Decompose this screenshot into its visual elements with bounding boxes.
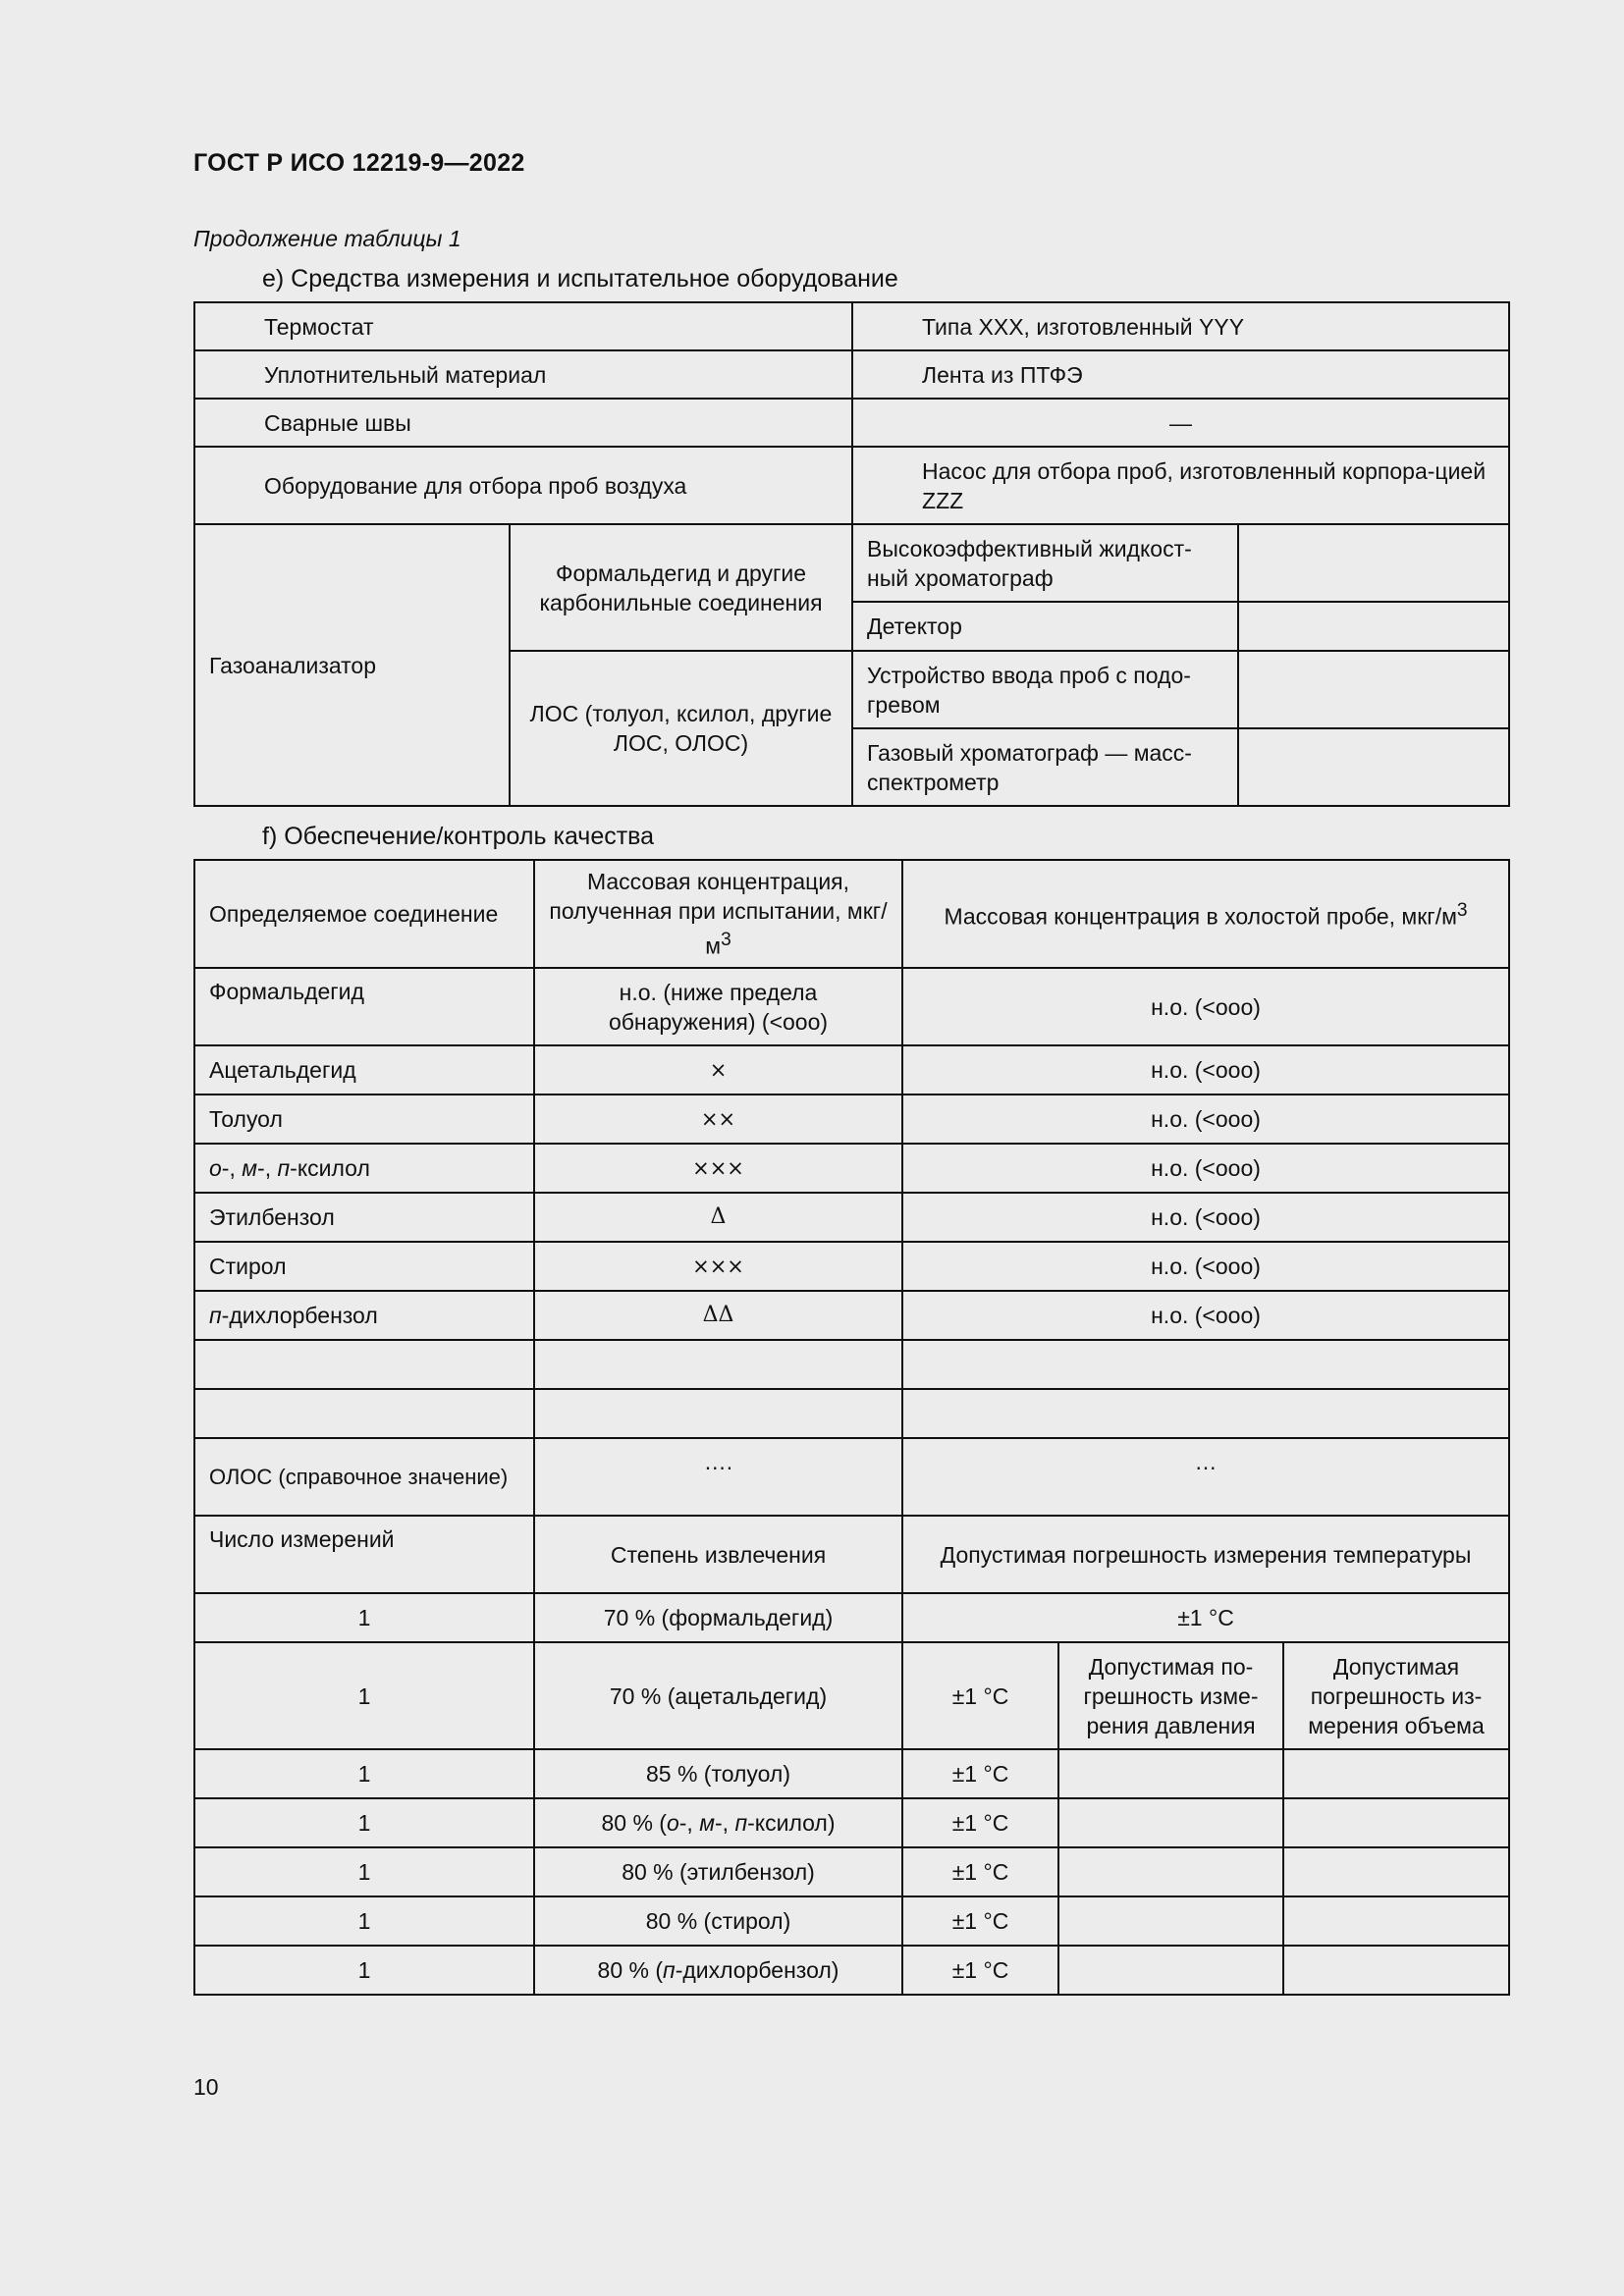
equipment-table xyxy=(193,301,1510,807)
equipment-value: Лента из ПТФЭ xyxy=(852,350,1509,399)
table-row xyxy=(194,1291,1509,1340)
recovery-value: 70 % (ацетальдегид) xyxy=(534,1642,902,1749)
table-row xyxy=(194,1389,1509,1438)
empty-cell xyxy=(1058,1847,1283,1896)
table-row xyxy=(194,1144,1509,1193)
page-number: 10 xyxy=(193,2074,219,2100)
temperature-error: ±1 °C xyxy=(902,1749,1058,1798)
test-concentration: ××× xyxy=(534,1242,902,1291)
empty-cell xyxy=(1058,1749,1283,1798)
table-row xyxy=(194,447,1509,524)
test-concentration: …. xyxy=(534,1438,902,1516)
test-concentration: Δ xyxy=(534,1193,902,1242)
table-row xyxy=(194,302,1509,350)
analyzer-device: Устройство ввода проб с подо-гревом xyxy=(852,651,1238,728)
temperature-error: ±1 °C xyxy=(902,1946,1058,1995)
temperature-error: ±1 °C xyxy=(902,1593,1509,1642)
header-blank-concentration: Массовая концентрация в холостой пробе, мкг/$м^3$ xyxy=(902,860,1509,968)
empty-cell xyxy=(1238,728,1509,806)
empty-cell xyxy=(194,1389,534,1438)
table-row xyxy=(194,399,1509,447)
blank-concentration: н.о. (<ooo) xyxy=(902,1144,1509,1193)
equipment-value: — xyxy=(852,399,1509,447)
test-concentration: н.о. (ниже предела обнаружения) (<ooo) xyxy=(534,968,902,1045)
blank-concentration: н.о. (<ooo) xyxy=(902,1242,1509,1291)
section-f-heading: f) Обеспечение/контроль качества xyxy=(262,823,655,850)
empty-cell xyxy=(1238,602,1509,651)
table-continuation-caption: Продолжение таблицы 1 xyxy=(193,226,461,251)
measurement-count: 1 xyxy=(194,1642,534,1749)
test-concentration: ××× xyxy=(534,1144,902,1193)
compound-name: ОЛОС (справочное значение) xyxy=(194,1438,534,1516)
compound-name: о-, м-, п-ксилол xyxy=(194,1144,534,1193)
table-row xyxy=(194,1847,1509,1896)
table-row xyxy=(194,1749,1509,1798)
blank-concentration: н.о. (<ooo) xyxy=(902,1095,1509,1144)
analyzer-label: Газоанализатор xyxy=(194,524,510,806)
quality-control-table xyxy=(193,859,1510,1996)
header-pressure-error: Допустимая по-грешность изме-рения давления xyxy=(1058,1642,1283,1749)
measurement-count: 1 xyxy=(194,1749,534,1798)
header-measurement-count: Число измерений xyxy=(194,1516,534,1593)
recovery-value: 80 % (о-, м-, п-ксилол) xyxy=(534,1798,902,1847)
section-e-heading: e) Средства измерения и испытательное оборудование xyxy=(262,265,898,293)
analyzer-device: Газовый хроматограф — масс-спектрометр xyxy=(852,728,1238,806)
empty-cell xyxy=(1283,1798,1509,1847)
empty-cell xyxy=(1238,524,1509,602)
compound-name: Стирол xyxy=(194,1242,534,1291)
compound-name: Толуол xyxy=(194,1095,534,1144)
table-row xyxy=(194,1045,1509,1095)
equipment-label: Уплотнительный материал xyxy=(194,350,852,399)
recovery-value: 85 % (толуол) xyxy=(534,1749,902,1798)
analyzer-group: Формальдегид и другие карбонильные соединения xyxy=(510,524,852,651)
table-row xyxy=(194,1642,1509,1749)
test-concentration: ΔΔ xyxy=(534,1291,902,1340)
table-row xyxy=(194,524,1509,602)
compound-name: Ацетальдегид xyxy=(194,1045,534,1095)
temperature-error: ±1 °C xyxy=(902,1798,1058,1847)
temperature-error: ±1 °C xyxy=(902,1642,1058,1749)
temperature-error: ±1 °C xyxy=(902,1847,1058,1896)
recovery-value: 70 % (формальдегид) xyxy=(534,1593,902,1642)
analyzer-device: Детектор xyxy=(852,602,1238,651)
measurement-count: 1 xyxy=(194,1896,534,1946)
compound-name: Формальдегид xyxy=(194,968,534,1045)
recovery-value: 80 % (стирол) xyxy=(534,1896,902,1946)
analyzer-group: ЛОС (толуол, ксилол, другие ЛОС, ОЛОС) xyxy=(510,651,852,806)
recovery-value: 80 % (п-дихлорбензол) xyxy=(534,1946,902,1995)
equipment-value: Насос для отбора проб, изготовленный корпора-цией ZZZ xyxy=(852,447,1509,524)
header-recovery: Степень извлечения xyxy=(534,1516,902,1593)
measurement-count: 1 xyxy=(194,1847,534,1896)
test-concentration: ×× xyxy=(534,1095,902,1144)
empty-cell xyxy=(1058,1896,1283,1946)
empty-cell xyxy=(902,1340,1509,1389)
table-row xyxy=(194,1095,1509,1144)
blank-concentration: … xyxy=(902,1438,1509,1516)
compound-name: Этилбензол xyxy=(194,1193,534,1242)
blank-concentration: н.о. (<ooo) xyxy=(902,1291,1509,1340)
blank-concentration: н.о. (<ooo) xyxy=(902,1193,1509,1242)
empty-cell xyxy=(1283,1749,1509,1798)
table-header-row xyxy=(194,1516,1509,1593)
equipment-value: Типа XXX, изготовленный YYY xyxy=(852,302,1509,350)
table-header-row xyxy=(194,860,1509,968)
empty-cell xyxy=(194,1340,534,1389)
empty-cell xyxy=(1058,1946,1283,1995)
test-concentration: × xyxy=(534,1045,902,1095)
blank-concentration: н.о. (<ooo) xyxy=(902,968,1509,1045)
measurement-count: 1 xyxy=(194,1946,534,1995)
measurement-count: 1 xyxy=(194,1593,534,1642)
empty-cell xyxy=(902,1389,1509,1438)
compound-name: п-дихлорбензол xyxy=(194,1291,534,1340)
table-row xyxy=(194,1896,1509,1946)
header-temperature-error: Допустимая погрешность измерения температуры xyxy=(902,1516,1509,1593)
empty-cell xyxy=(1238,651,1509,728)
table-row xyxy=(194,1946,1509,1995)
header-test-concentration: Массовая концентрация, полученная при испытании, мкг/$м^3$ xyxy=(534,860,902,968)
blank-concentration: н.о. (<ooo) xyxy=(902,1045,1509,1095)
table-row xyxy=(194,1242,1509,1291)
empty-cell xyxy=(1283,1946,1509,1995)
recovery-value: 80 % (этилбензол) xyxy=(534,1847,902,1896)
temperature-error: ±1 °C xyxy=(902,1896,1058,1946)
empty-cell xyxy=(534,1389,902,1438)
table-row xyxy=(194,1438,1509,1516)
table-row xyxy=(194,350,1509,399)
equipment-label: Оборудование для отбора проб воздуха xyxy=(194,447,852,524)
empty-cell xyxy=(1283,1896,1509,1946)
table-row xyxy=(194,1193,1509,1242)
empty-cell xyxy=(1283,1847,1509,1896)
document-code: ГОСТ Р ИСО 12219-9—2022 xyxy=(193,149,525,177)
table-row xyxy=(194,1798,1509,1847)
analyzer-device: Высокоэффективный жидкост-ный хроматограф xyxy=(852,524,1238,602)
empty-cell xyxy=(534,1340,902,1389)
measurement-count: 1 xyxy=(194,1798,534,1847)
equipment-label: Сварные швы xyxy=(194,399,852,447)
table-row xyxy=(194,1593,1509,1642)
equipment-label: Термостат xyxy=(194,302,852,350)
header-compound: Определяемое соединение xyxy=(194,860,534,968)
header-volume-error: Допустимая погрешность из-мерения объема xyxy=(1283,1642,1509,1749)
empty-cell xyxy=(1058,1798,1283,1847)
table-row xyxy=(194,968,1509,1045)
table-row xyxy=(194,1340,1509,1389)
